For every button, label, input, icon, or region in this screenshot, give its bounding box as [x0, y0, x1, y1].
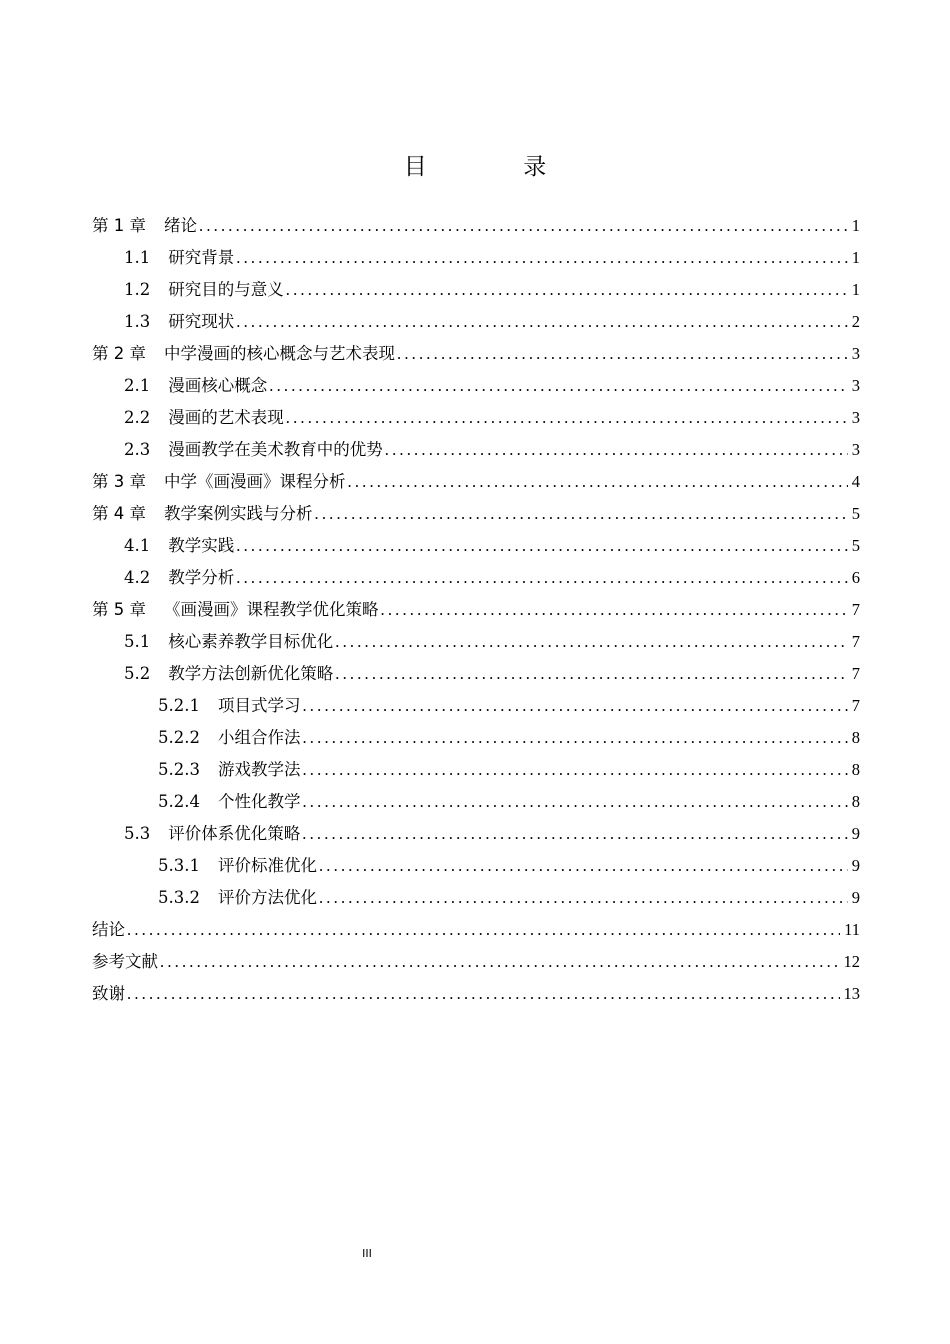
dot-leader: [397, 338, 848, 370]
dot-leader: [315, 498, 848, 530]
toc-entry-page: 5: [851, 536, 860, 555]
toc-entry-number: 5.2.1: [158, 696, 200, 715]
toc-entry-number: 第 4 章: [92, 504, 146, 523]
dot-leader: [286, 274, 848, 306]
dot-leader: [335, 658, 848, 690]
toc-entry-page: 7: [851, 600, 860, 619]
dot-leader: [302, 690, 847, 722]
dot-leader: [127, 914, 840, 946]
toc-entry-page: 8: [851, 760, 860, 779]
toc-entry-title: 中学《画漫画》课程分析: [164, 472, 346, 491]
toc-entry[interactable]: [92, 466, 860, 498]
toc-entry[interactable]: [92, 498, 860, 530]
toc-entry-title: 致谢: [92, 984, 125, 1003]
toc-entry-page: 9: [851, 856, 860, 875]
toc-entry-number: 1.1: [124, 248, 151, 267]
toc-entry-title: 研究现状: [168, 312, 235, 331]
toc-entry[interactable]: [92, 402, 860, 434]
dot-leader: [236, 306, 848, 338]
toc-entry-number: 5.3.1: [158, 856, 200, 875]
toc-entry-number: 5.3.2: [158, 888, 200, 907]
toc-entry-title: 结论: [92, 920, 125, 939]
toc-entry-page: 1: [851, 216, 860, 235]
dot-leader: [127, 978, 840, 1010]
toc-entry-title: 漫画的艺术表现: [168, 408, 284, 427]
toc-entry-number: 4.2: [124, 568, 151, 587]
toc-entry-page: 9: [851, 824, 860, 843]
toc-entry-title: 评价方法优化: [217, 888, 317, 907]
toc-entry-number: 5.2.2: [158, 728, 200, 747]
page-number: III: [362, 1247, 372, 1260]
dot-leader: [302, 786, 847, 818]
dot-leader: [269, 370, 848, 402]
toc-entry-title: 参考文献: [92, 952, 158, 971]
toc-entry-title: 教学分析: [168, 568, 235, 587]
toc-entry[interactable]: [92, 882, 860, 914]
toc-entry[interactable]: [92, 978, 860, 1010]
toc-entry-number: 第 3 章: [92, 472, 146, 491]
toc-entry-page: 2: [851, 312, 860, 331]
toc-entry-title: 游戏教学法: [217, 760, 301, 779]
toc-entry-number: 4.1: [124, 536, 151, 555]
toc-entry-number: 1.2: [124, 280, 151, 299]
toc-entry-page: 9: [851, 888, 860, 907]
dot-leader: [319, 882, 848, 914]
dot-leader: [160, 946, 840, 978]
toc-entry-number: 5.2.4: [158, 792, 200, 811]
dot-leader: [335, 626, 848, 658]
toc-entry-title: 个性化教学: [217, 792, 301, 811]
toc-entry-page: 3: [851, 344, 860, 363]
dot-leader: [236, 562, 848, 594]
toc-entry-page: 7: [851, 696, 860, 715]
toc-entry-page: 11: [844, 920, 860, 939]
toc-entry-title: 评价标准优化: [217, 856, 317, 875]
toc-entry[interactable]: [92, 274, 860, 306]
toc-entry-number: 5.1: [124, 632, 151, 651]
toc-entry[interactable]: [92, 722, 860, 754]
toc-entry[interactable]: [92, 754, 860, 786]
toc-entry-title: 漫画教学在美术教育中的优势: [168, 440, 383, 459]
toc-entry-title: 小组合作法: [217, 728, 301, 747]
toc-entry-number: 第 5 章: [92, 600, 146, 619]
dot-leader: [236, 242, 848, 274]
toc-entry-number: 1.3: [124, 312, 151, 331]
dot-leader: [348, 466, 848, 498]
dot-leader: [199, 210, 848, 242]
table-of-contents: [92, 210, 860, 1010]
toc-entry[interactable]: [92, 626, 860, 658]
toc-entry[interactable]: [92, 690, 860, 722]
toc-entry-page: 3: [851, 440, 860, 459]
toc-entry-number: 5.2: [124, 664, 151, 683]
dot-leader: [286, 402, 848, 434]
toc-entry[interactable]: [92, 946, 860, 978]
toc-entry-page: 5: [851, 504, 860, 523]
toc-entry-page: 8: [851, 792, 860, 811]
page-title: 目 录: [403, 154, 584, 180]
toc-entry-number: 2.1: [124, 376, 151, 395]
toc-entry[interactable]: [92, 370, 860, 402]
toc-entry[interactable]: [92, 434, 860, 466]
toc-entry-title: 《画漫画》课程教学优化策略: [164, 600, 379, 619]
dot-leader: [319, 850, 848, 882]
toc-entry-title: 绪论: [164, 216, 197, 235]
toc-entry[interactable]: [92, 914, 860, 946]
toc-entry-title: 教学实践: [168, 536, 235, 555]
toc-entry[interactable]: [92, 338, 860, 370]
toc-entry[interactable]: [92, 306, 860, 338]
toc-entry-number: 第 2 章: [92, 344, 146, 363]
toc-entry[interactable]: [92, 530, 860, 562]
toc-entry-page: 1: [851, 280, 860, 299]
toc-entry[interactable]: [92, 658, 860, 690]
toc-entry-page: 7: [851, 664, 860, 683]
toc-entry-page: 3: [851, 408, 860, 427]
toc-entry-number: 5.2.3: [158, 760, 200, 779]
toc-entry-page: 7: [851, 632, 860, 651]
dot-leader: [302, 818, 848, 850]
toc-entry[interactable]: [92, 594, 860, 626]
toc-entry-page: 8: [851, 728, 860, 747]
dot-leader: [302, 722, 847, 754]
toc-entry-number: 第 1 章: [92, 216, 146, 235]
toc-entry-title: 中学漫画的核心概念与艺术表现: [164, 344, 395, 363]
toc-entry[interactable]: [92, 242, 860, 274]
dot-leader: [385, 434, 848, 466]
toc-entry-number: 2.2: [124, 408, 151, 427]
dot-leader: [302, 754, 847, 786]
toc-entry-page: 4: [851, 472, 860, 491]
toc-entry-title: 研究背景: [168, 248, 235, 267]
dot-leader: [381, 594, 848, 626]
toc-entry-title: 教学方法创新优化策略: [168, 664, 334, 683]
toc-entry[interactable]: [92, 818, 860, 850]
toc-entry-page: 1: [851, 248, 860, 267]
toc-entry-number: 2.3: [124, 440, 151, 459]
toc-entry[interactable]: [92, 850, 860, 882]
toc-entry-title: 教学案例实践与分析: [164, 504, 313, 523]
toc-entry-title: 漫画核心概念: [168, 376, 268, 395]
toc-entry[interactable]: [92, 786, 860, 818]
toc-entry-page: 12: [843, 952, 860, 971]
toc-entry-title: 评价体系优化策略: [168, 824, 301, 843]
toc-entry-page: 13: [843, 984, 860, 1003]
toc-entry-title: 研究目的与意义: [168, 280, 284, 299]
toc-entry-page: 3: [851, 376, 860, 395]
dot-leader: [236, 530, 848, 562]
toc-entry[interactable]: [92, 210, 860, 242]
toc-entry[interactable]: [92, 562, 860, 594]
toc-entry-number: 5.3: [124, 824, 151, 843]
toc-entry-title: 项目式学习: [217, 696, 301, 715]
toc-entry-page: 6: [851, 568, 860, 587]
toc-entry-title: 核心素养教学目标优化: [168, 632, 334, 651]
